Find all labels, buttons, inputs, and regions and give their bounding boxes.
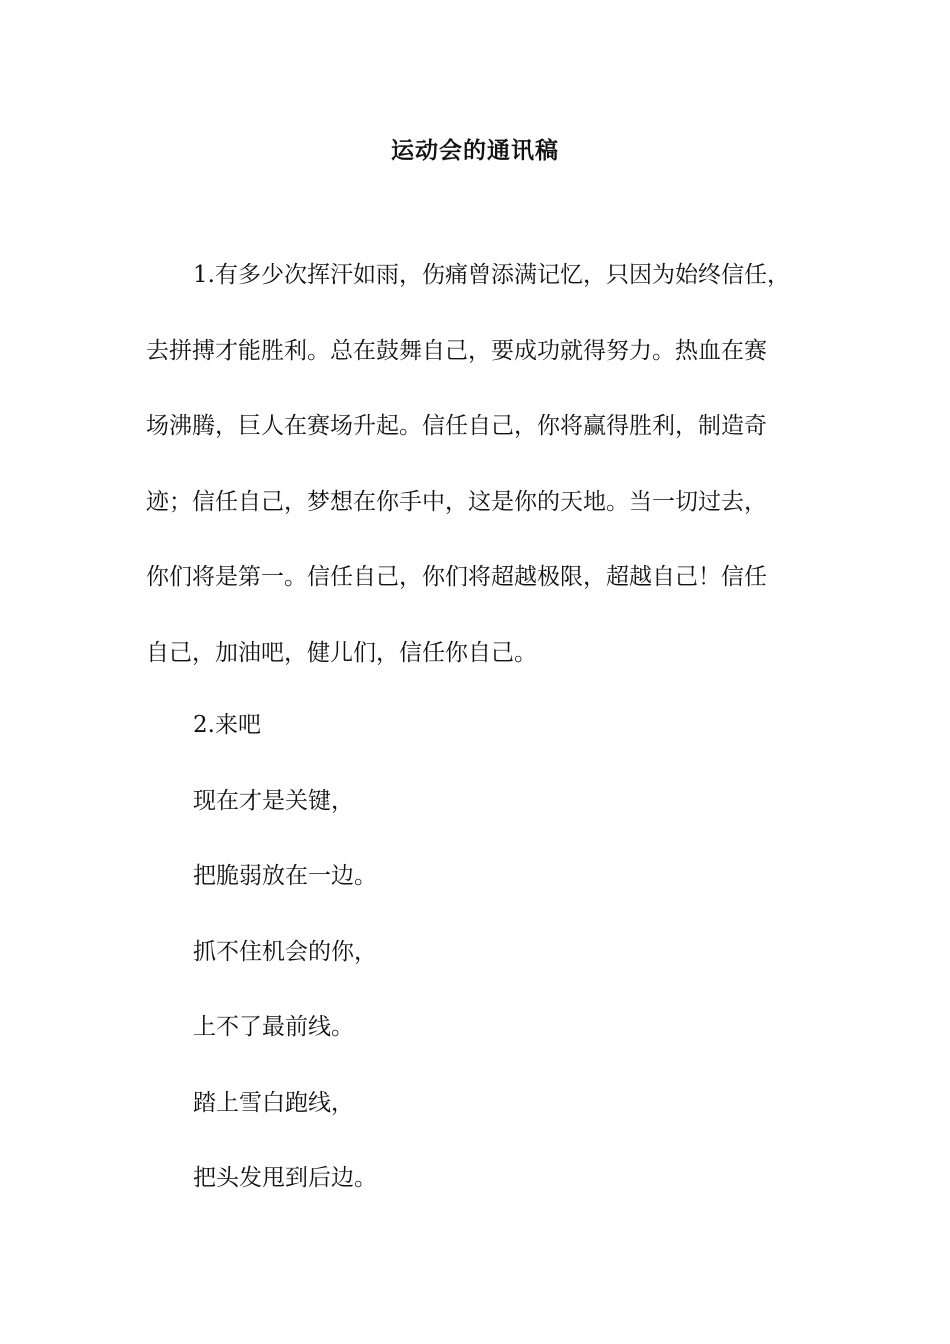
paragraph-line: 场沸腾，巨人在赛场升起。信任自己，你将赢得胜利，制造奇 xyxy=(146,413,767,439)
paragraph-line: 你们将是第一。信任自己，你们将超越极限，超越自己！信任 xyxy=(146,564,767,590)
poem-section xyxy=(146,688,810,1217)
poem-line: 踏上雪白跑线， xyxy=(193,1089,354,1116)
paragraph-line: 迹；信任自己，梦想在你手中，这是你的天地。当一切过去， xyxy=(146,488,767,515)
poem-line: 上不了最前线。 xyxy=(193,1014,354,1040)
poem-line: 把脆弱放在一边。 xyxy=(193,863,377,889)
poem-line: 现在才是关键， xyxy=(193,787,354,814)
paragraph-1 xyxy=(146,238,810,691)
paragraph-line: 自己，加油吧，健儿们，信任你自己。 xyxy=(146,639,537,666)
poem-line: 2.来吧 xyxy=(193,712,261,738)
document-title: 运动会的通讯稿 xyxy=(391,137,559,164)
poem-line: 把头发甩到后边。 xyxy=(193,1165,377,1191)
poem-line: 抓不住机会的你， xyxy=(193,938,377,965)
paragraph-line: 去拼搏才能胜利。总在鼓舞自己，要成功就得努力。热血在赛 xyxy=(146,337,767,364)
paragraph-line: 1.有多少次挥汗如雨，伤痛曾添满记忆，只因为始终信任， xyxy=(193,262,790,288)
